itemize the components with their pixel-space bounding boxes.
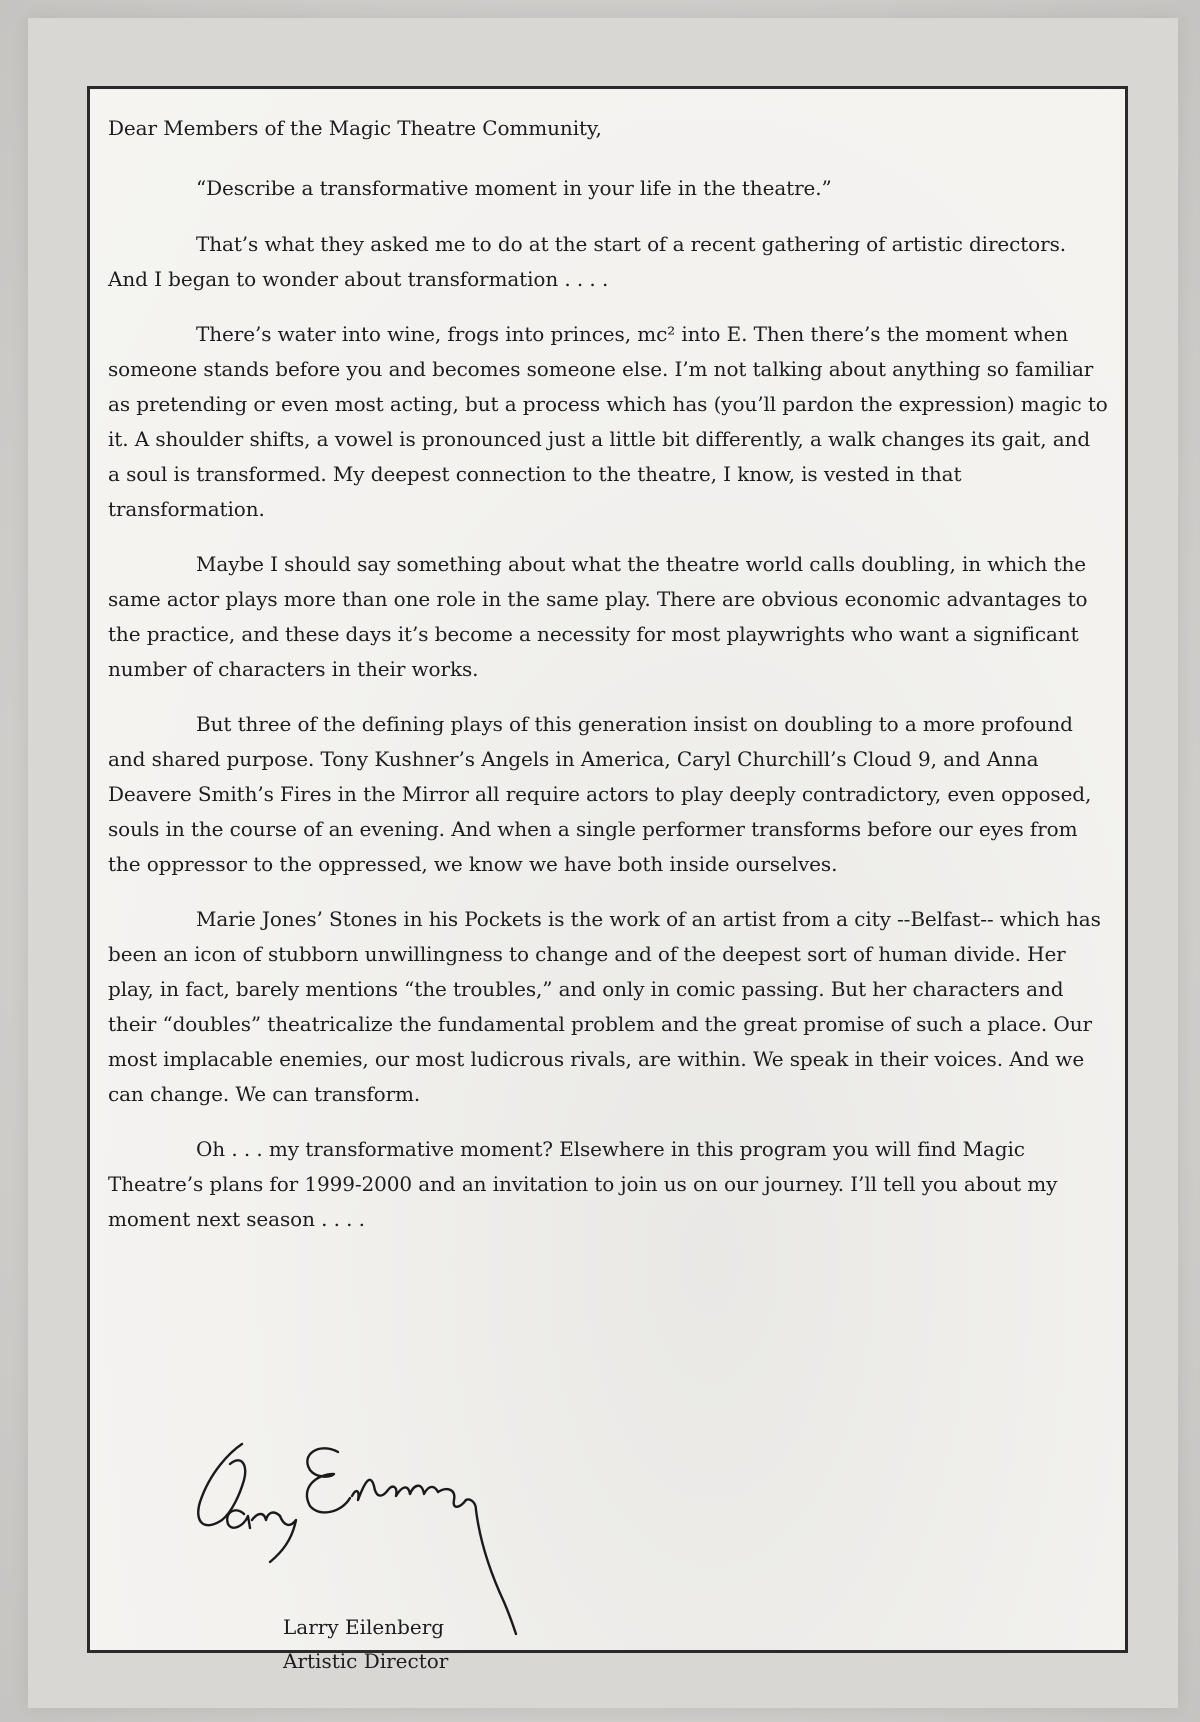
paragraph-6 <box>108 902 1108 1112</box>
paragraph-3 <box>108 317 1108 527</box>
paragraph-4 <box>108 547 1108 687</box>
paragraph-5 <box>108 707 1108 882</box>
signature-block <box>170 1402 570 1672</box>
paragraph-3-text: There’s water into wine, frogs into princes, mc² into E. Then there’s the moment when someone stands before you and becomes someone else. I’m not talking about anything so familiar as pretending or even most acting, but a process which has (you’ll pardon the expression) magic to it. A shoulder shifts, a vowel is pronounced just a little bit differently, a walk changes its gait, and a soul is transformed. My deepest connection to the theatre, I know, is vested in that transformation. <box>108 322 1108 521</box>
paragraph-7 <box>108 1132 1108 1237</box>
paragraph-2-text: That’s what they asked me to do at the start of a recent gathering of artistic directors. And I began to wonder about transformation . . . . <box>108 232 1066 291</box>
signer-name: Larry Eilenberg <box>283 1615 445 1639</box>
paragraph-quote-text: “Describe a transformative moment in your life in the theatre.” <box>196 176 832 200</box>
signer-title: Artistic Director <box>283 1649 449 1673</box>
letter-frame <box>87 86 1128 1673</box>
paragraph-4-text: Maybe I should say something about what the theatre world calls doubling, in which the same actor plays more than one role in the same play. There are obvious economic advantages to the practice, and these days it’s become a necessity for most playwrights who want a significant number of characters in their works. <box>108 552 1088 681</box>
salutation: Dear Members of the Magic Theatre Community, <box>108 116 602 140</box>
paragraph-5-text: But three of the defining plays of this generation insist on doubling to a more profound and shared purpose. Tony Kushner’s Angels in America, Caryl Churchill’s Cloud 9, and Anna Deavere Smith’s Fires in the Mirror all require actors to play deeply contradictory, even opposed, souls in the course of an evening. And when a single performer transforms before our eyes from the oppressor to the oppressed, we know we have both inside ourselves. <box>108 712 1092 876</box>
paragraph-6-text: Marie Jones’ Stones in his Pockets is the work of an artist from a city --Belfast-- which has been an icon of stubborn unwillingness to change and of the deepest sort of human divide. Her play, in fact, barely mentions “the troubles,” and only in comic passing. But her characters and their “doubles” theatricalize the fundamental problem and the great promise of such a place. Our most implacable enemies, our most ludicrous rivals, are within. We speak in their voices. And we can change. We can transform. <box>108 907 1101 1106</box>
paragraph-quote <box>108 171 1108 206</box>
paragraph-2 <box>108 227 1108 297</box>
letter-body <box>108 111 1108 1257</box>
paragraph-7-text: Oh . . . my transformative moment? Elsewhere in this program you will find Magic Theatre’s plans for 1999-2000 and an invitation to join us on our journey. I’ll tell you about my moment next season . . . . <box>108 1137 1058 1231</box>
